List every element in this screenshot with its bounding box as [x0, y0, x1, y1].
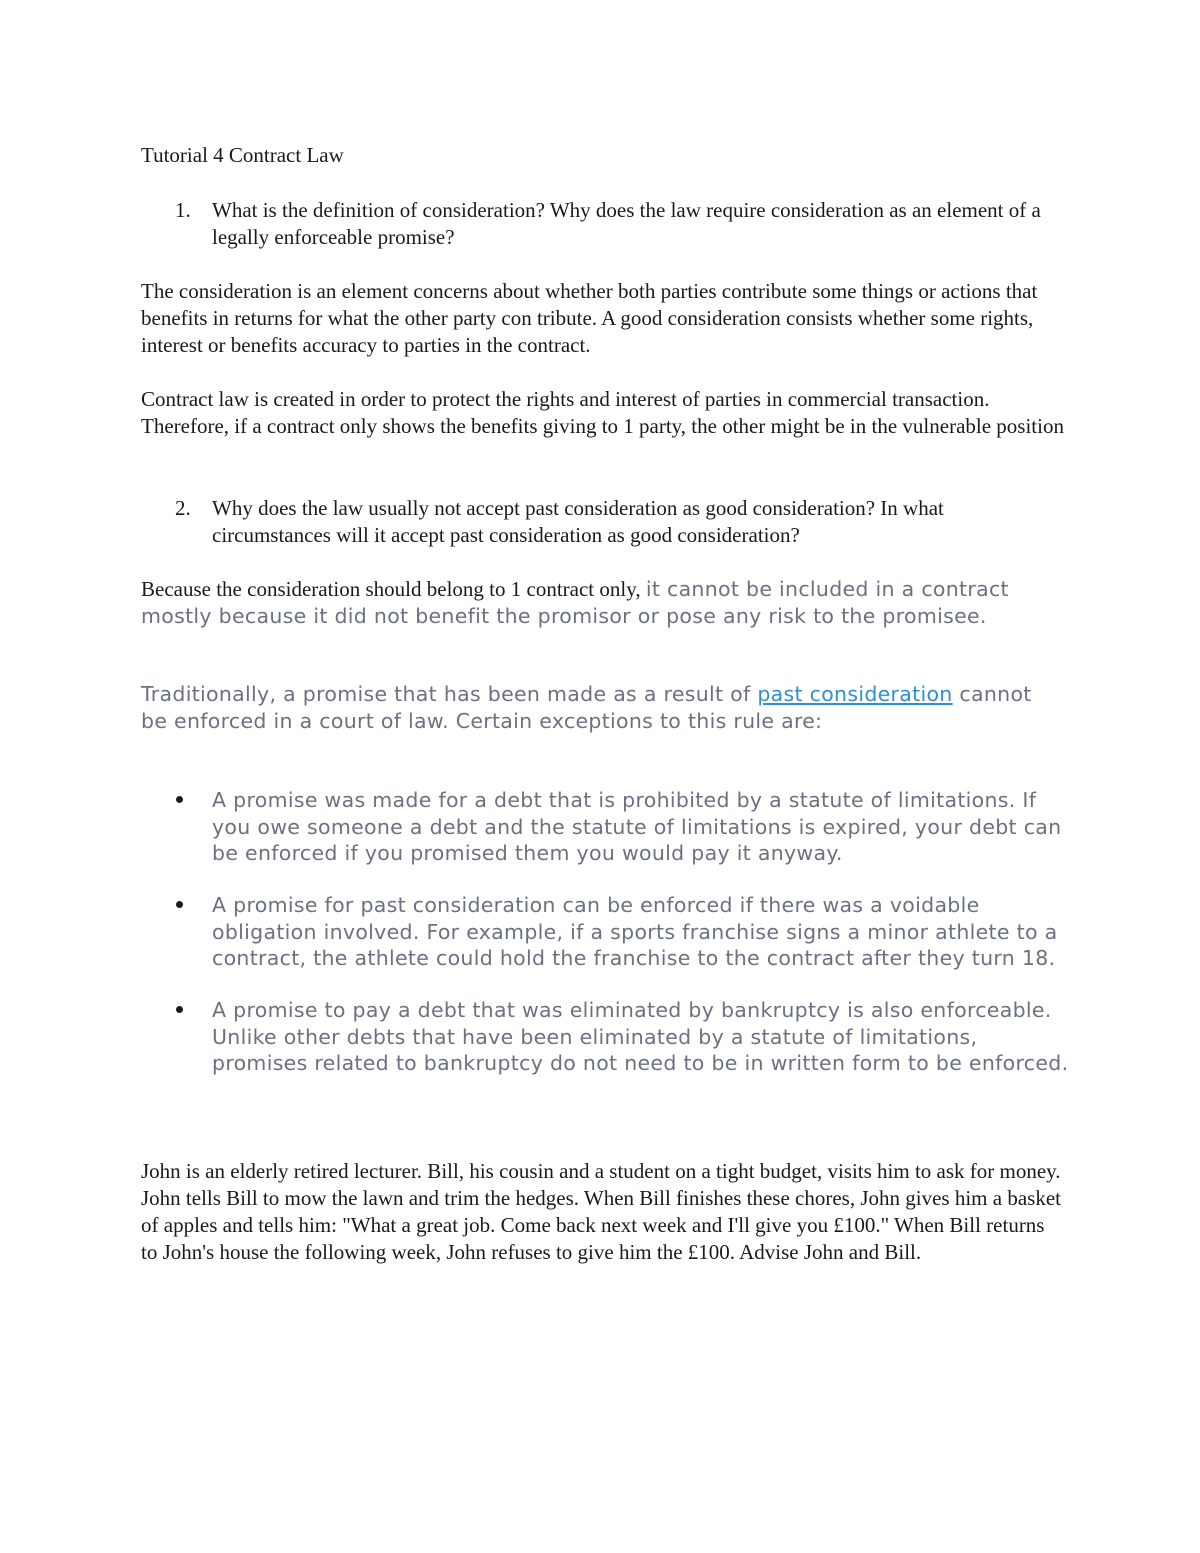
exception-text: A promise to pay a debt that was eliminated by bankruptcy is also enforceable. Unlike other debts that have been eliminated by a statute of limitations, promises related to bankruptcy do not need to be in written form to be enforced. — [212, 998, 1069, 1075]
answer-1-paragraph-1: The consideration is an element concerns about whether both parties contribute some things or actions that benefits in returns for what the other party con tribute. A good consideration consists whether some rights, interest or benefits accuracy to parties in the contract. — [141, 279, 1038, 357]
document-title: Tutorial 4 Contract Law — [141, 143, 344, 167]
question-2-number: 2. — [175, 496, 191, 520]
bullet-icon — [176, 901, 183, 908]
answer-2-paragraph-2 — [141, 681, 1041, 734]
answer-1-paragraph-2: Contract law is created in order to protect the rights and interest of parties in commercial transaction. Therefore, if a contract only shows the benefits giving to 1 party, the other might be in the vulnerable position — [141, 387, 1064, 438]
exception-text: A promise was made for a debt that is prohibited by a statute of limitations. If you owe someone a debt and the statute of limitations is expired, your debt can be enforced if you promised them you would pay it anyway. — [212, 788, 1062, 865]
answer-2-paragraph-1-serif: Because the consideration should belong to 1 contract only, — [141, 577, 646, 601]
question-1-number: 1. — [175, 198, 191, 222]
question-2-text: Why does the law usually not accept past consideration as good consideration? In what circumstances will it accept past consideration as good consideration? — [212, 496, 944, 547]
answer-2-paragraph-2-after: cannot be enforced in a court of law. Certain exceptions to this rule are: — [141, 682, 1032, 733]
answer-2-paragraph-1 — [141, 576, 1041, 630]
scenario-paragraph: John is an elderly retired lecturer. Bill, his cousin and a student on a tight budget, visits him to ask for money. John tells Bill to mow the lawn and trim the hedges. When Bill finishes these chores, John gives him a basket of apples and tells him: "What a great job. Come back next week and I'll give you £100." When Bill returns to John's house the following week, John refuses to give him the £100. Advise John and Bill. — [141, 1159, 1061, 1264]
bullet-icon — [176, 796, 183, 803]
answer-2-paragraph-1-sans: it cannot be included in a contract mostly because it did not benefit the promisor or pose any risk to the promisee. — [141, 577, 1009, 628]
answer-2-paragraph-2-before: Traditionally, a promise that has been made as a result of — [141, 682, 758, 706]
question-1-text: What is the definition of consideration? Why does the law require consideration as an element of a legally enforceable promise? — [212, 198, 1041, 249]
bullet-icon — [176, 1006, 183, 1013]
past-consideration-link[interactable]: past consideration — [757, 682, 953, 706]
exception-text: A promise for past consideration can be enforced if there was a voidable obligation involved. For example, if a sports franchise signs a minor athlete to a contract, the athlete could hold the franchise to the contract after they turn 18. — [212, 893, 1058, 970]
